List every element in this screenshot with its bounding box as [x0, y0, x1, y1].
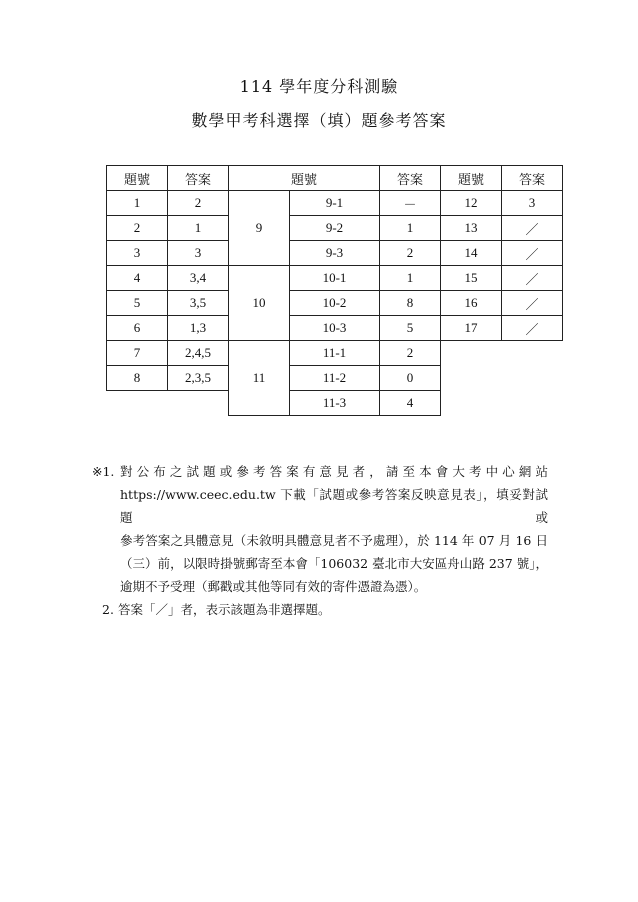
page-subtitle: 數學甲考科選擇（填）題參考答案: [191, 111, 447, 130]
sub-question-number: 11-1: [290, 341, 380, 366]
answer-value: 3,5: [168, 291, 229, 316]
note-marker: ※1.: [92, 464, 115, 479]
note-line: 對公布之試題或參考答案有意見者，請至本會大考中心網站: [120, 464, 548, 479]
empty-cell: [441, 366, 563, 391]
question-number: 16: [441, 291, 502, 316]
question-number: 12: [441, 191, 502, 216]
column-header: 題號: [107, 166, 168, 191]
question-group: 10: [229, 266, 290, 341]
column-header: 題號: [229, 166, 380, 191]
answer-value: 2: [168, 191, 229, 216]
note-1: [94, 460, 548, 598]
table-header-row: [107, 166, 563, 191]
answer-table: [106, 165, 563, 416]
sub-question-number: 10-2: [290, 291, 380, 316]
sub-question-number: 9-1: [290, 191, 380, 216]
empty-cell: [107, 391, 229, 416]
note-line: 逾期不予受理（郵戳或其他等同有效的寄件憑證為憑）。: [120, 579, 427, 594]
column-header: 題號: [441, 166, 502, 191]
answer-value: ／: [502, 241, 563, 266]
answer-value: ／: [502, 216, 563, 241]
answer-value: －: [380, 191, 441, 216]
answer-value: 0: [380, 366, 441, 391]
question-number: 3: [107, 241, 168, 266]
sub-question-number: 11-3: [290, 391, 380, 416]
question-number: 7: [107, 341, 168, 366]
question-group: 9: [229, 191, 290, 266]
table-row: [107, 266, 563, 291]
question-number: 1: [107, 191, 168, 216]
table-row: [107, 391, 563, 416]
answer-value: 3: [502, 191, 563, 216]
table-row: [107, 291, 563, 316]
note-marker: 2.: [102, 602, 114, 617]
table-row: [107, 366, 563, 391]
question-group: 11: [229, 341, 290, 416]
answer-value: 2,3,5: [168, 366, 229, 391]
question-number: 5: [107, 291, 168, 316]
note-line: https://www.ceec.edu.tw 下載「試題或參考答案反映意見表」，填妥對試題或: [120, 487, 548, 525]
answer-value: 1,3: [168, 316, 229, 341]
empty-cell: [441, 391, 563, 416]
note-2: [94, 598, 548, 621]
question-number: 15: [441, 266, 502, 291]
table-row: [107, 241, 563, 266]
answer-value: 2: [380, 241, 441, 266]
column-header: 答案: [168, 166, 229, 191]
table-row: [107, 216, 563, 241]
note-line: 答案「／」者，表示該題為非選擇題。: [118, 602, 331, 617]
question-number: 17: [441, 316, 502, 341]
column-header: 答案: [380, 166, 441, 191]
answer-value: 3: [168, 241, 229, 266]
sub-question-number: 11-2: [290, 366, 380, 391]
table-row: [107, 316, 563, 341]
sub-question-number: 10-1: [290, 266, 380, 291]
answer-value: 2: [380, 341, 441, 366]
answer-value: 3,4: [168, 266, 229, 291]
answer-value: 1: [380, 216, 441, 241]
question-number: 6: [107, 316, 168, 341]
answer-value: 2,4,5: [168, 341, 229, 366]
note-line: 參考答案之具體意見（未敘明具體意見者不予處理），於 114 年 07 月 16 日: [120, 533, 548, 548]
question-number: 14: [441, 241, 502, 266]
sub-question-number: 9-3: [290, 241, 380, 266]
empty-cell: [441, 341, 563, 366]
table-row: [107, 191, 563, 216]
answer-value: 4: [380, 391, 441, 416]
note-line: （三）前，以限時掛號郵寄至本會「106032 臺北市大安區舟山路 237 號」，: [120, 556, 548, 571]
answer-value: ／: [502, 266, 563, 291]
notes-section: [94, 460, 548, 621]
table-row: [107, 341, 563, 366]
question-number: 8: [107, 366, 168, 391]
question-number: 4: [107, 266, 168, 291]
answer-value: 8: [380, 291, 441, 316]
page-title: 114 學年度分科測驗: [239, 77, 399, 96]
sub-question-number: 9-2: [290, 216, 380, 241]
sub-question-number: 10-3: [290, 316, 380, 341]
answer-value: 1: [168, 216, 229, 241]
column-header: 答案: [502, 166, 563, 191]
answer-value: 5: [380, 316, 441, 341]
answer-value: ／: [502, 316, 563, 341]
question-number: 2: [107, 216, 168, 241]
answer-value: 1: [380, 266, 441, 291]
question-number: 13: [441, 216, 502, 241]
answer-value: ／: [502, 291, 563, 316]
